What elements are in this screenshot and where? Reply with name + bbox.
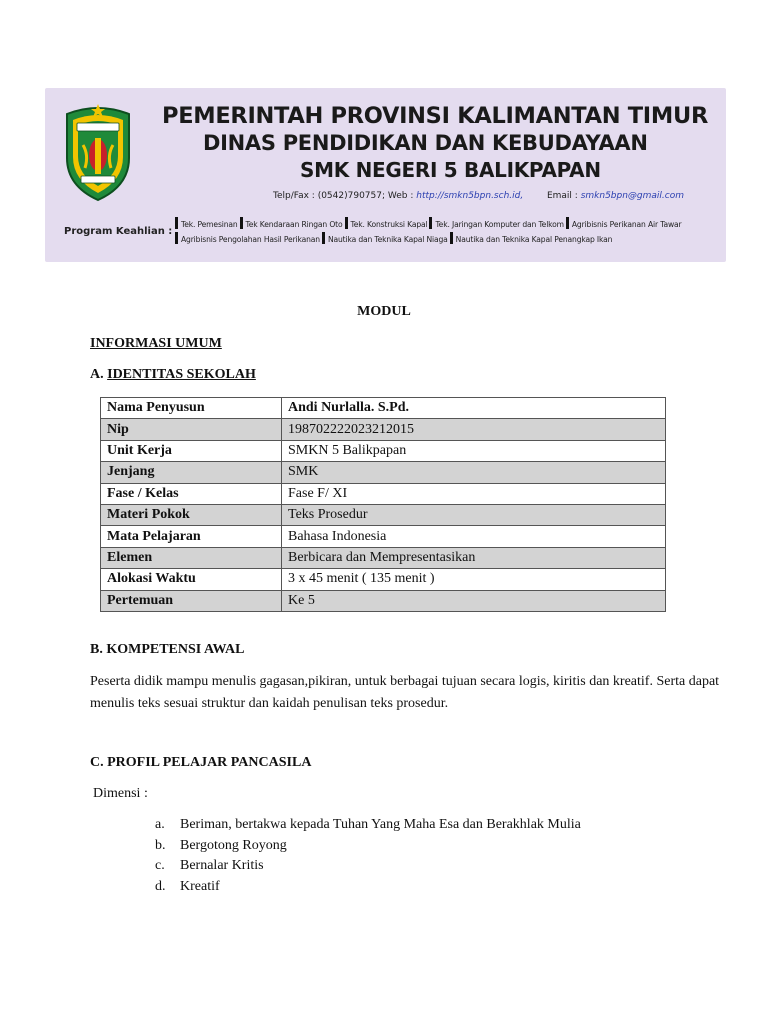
table-key: Unit Kerja <box>101 440 282 461</box>
list-marker: d. <box>155 878 166 894</box>
list-text: Bergotong Royong <box>180 837 287 853</box>
table-key: Elemen <box>101 547 282 568</box>
table-row <box>101 526 666 547</box>
program-item: Tek Kendaraan Ringan Oto <box>245 220 343 229</box>
letterhead-title-province: PEMERINTAH PROVINSI KALIMANTAN TIMUR <box>162 103 708 129</box>
table-row <box>101 547 666 568</box>
table-key: Jenjang <box>101 462 282 483</box>
table-row <box>101 590 666 611</box>
table-key: Pertemuan <box>101 590 282 611</box>
program-item: Agribisnis Perikanan Air Tawar <box>571 220 682 229</box>
program-list <box>173 217 713 247</box>
list-item <box>155 815 581 836</box>
contact-email-label: Email : <box>546 191 578 201</box>
table-value: SMKN 5 Balikpapan <box>282 440 666 461</box>
section-b-text: Peserta didik mampu menulis gagasan,pikiran, untuk berbagai tujuan secara logis, kiritis dan kreatif. Serta dapat menulis teks sesuai struktur dan kaidah penulisan teks prosedur. <box>90 674 720 711</box>
list-item <box>155 836 581 857</box>
list-text: Beriman, bertakwa kepada Tuhan Yang Maha Esa dan Berakhlak Mulia <box>180 817 581 832</box>
table-key: Materi Pokok <box>101 504 282 525</box>
dimensi-label: Dimensi : <box>93 786 148 801</box>
list-marker: a. <box>155 817 165 832</box>
table-row <box>101 504 666 525</box>
section-b-heading: B. KOMPETENSI AWAL <box>90 642 245 657</box>
program-item: Agribisnis Pengolahan Hasil Perikanan <box>181 235 320 244</box>
program-item: Nautika dan Teknika Kapal Niaga <box>327 235 448 244</box>
program-item: Tek. Konstruksi Kapal <box>350 220 428 229</box>
program-item: Tek. Jaringan Komputer dan Telkom <box>435 220 564 229</box>
table-value: Teks Prosedur <box>282 504 666 525</box>
list-marker: c. <box>155 858 165 873</box>
table-value: SMK <box>282 462 666 483</box>
provincial-emblem-icon <box>59 100 137 202</box>
section-main-heading: INFORMASI UMUM <box>90 336 222 351</box>
list-item <box>155 856 581 877</box>
section-c-heading: C. PROFIL PELAJAR PANCASILA <box>90 755 312 770</box>
identity-table <box>100 397 666 612</box>
table-row <box>101 462 666 483</box>
list-text: Bernalar Kritis <box>180 858 264 873</box>
table-row <box>101 569 666 590</box>
section-a-heading <box>90 367 256 383</box>
program-item: Tek. Pemesinan <box>181 220 238 229</box>
table-key: Alokasi Waktu <box>101 569 282 590</box>
table-key: Fase / Kelas <box>101 483 282 504</box>
table-key: Nip <box>101 419 282 440</box>
contact-website-link[interactable]: http://smkn5bpn.sch.id, <box>416 191 524 201</box>
letterhead-title-agency: DINAS PENDIDIKAN DAN KEBUDAYAAN <box>203 131 648 155</box>
letterhead-title-school: SMK NEGERI 5 BALIKPAPAN <box>300 158 601 182</box>
contact-email-link[interactable]: smkn5bpn@gmail.com <box>580 191 685 201</box>
section-a-prefix: A. <box>90 367 104 382</box>
table-value: Bahasa Indonesia <box>282 526 666 547</box>
letterhead-contact <box>273 191 684 201</box>
letterhead <box>45 88 726 262</box>
table-value: Andi Nurlalla. S.Pd. <box>282 398 666 419</box>
table-row <box>101 483 666 504</box>
table-row <box>101 440 666 461</box>
contact-phone: Telp/Fax : (0542)790757; Web : <box>273 191 414 201</box>
dimensi-list <box>155 815 581 897</box>
table-row <box>101 419 666 440</box>
program-label: Program Keahlian : <box>64 226 173 237</box>
table-value: 3 x 45 menit ( 135 menit ) <box>282 569 666 590</box>
table-value: Ke 5 <box>282 590 666 611</box>
table-value: 198702222023212015 <box>282 419 666 440</box>
list-marker: b. <box>155 837 166 853</box>
document-title: MODUL <box>357 304 411 319</box>
table-key: Mata Pelajaran <box>101 526 282 547</box>
table-value: Berbicara dan Mempresentasikan <box>282 547 666 568</box>
list-item <box>155 877 581 898</box>
table-value: Fase F/ XI <box>282 483 666 504</box>
list-text: Kreatif <box>180 878 220 894</box>
table-key: Nama Penyusun <box>101 398 282 419</box>
table-row <box>101 398 666 419</box>
program-item: Nautika dan Teknika Kapal Penangkap Ikan <box>455 235 613 244</box>
section-a-title: IDENTITAS SEKOLAH <box>107 367 256 382</box>
